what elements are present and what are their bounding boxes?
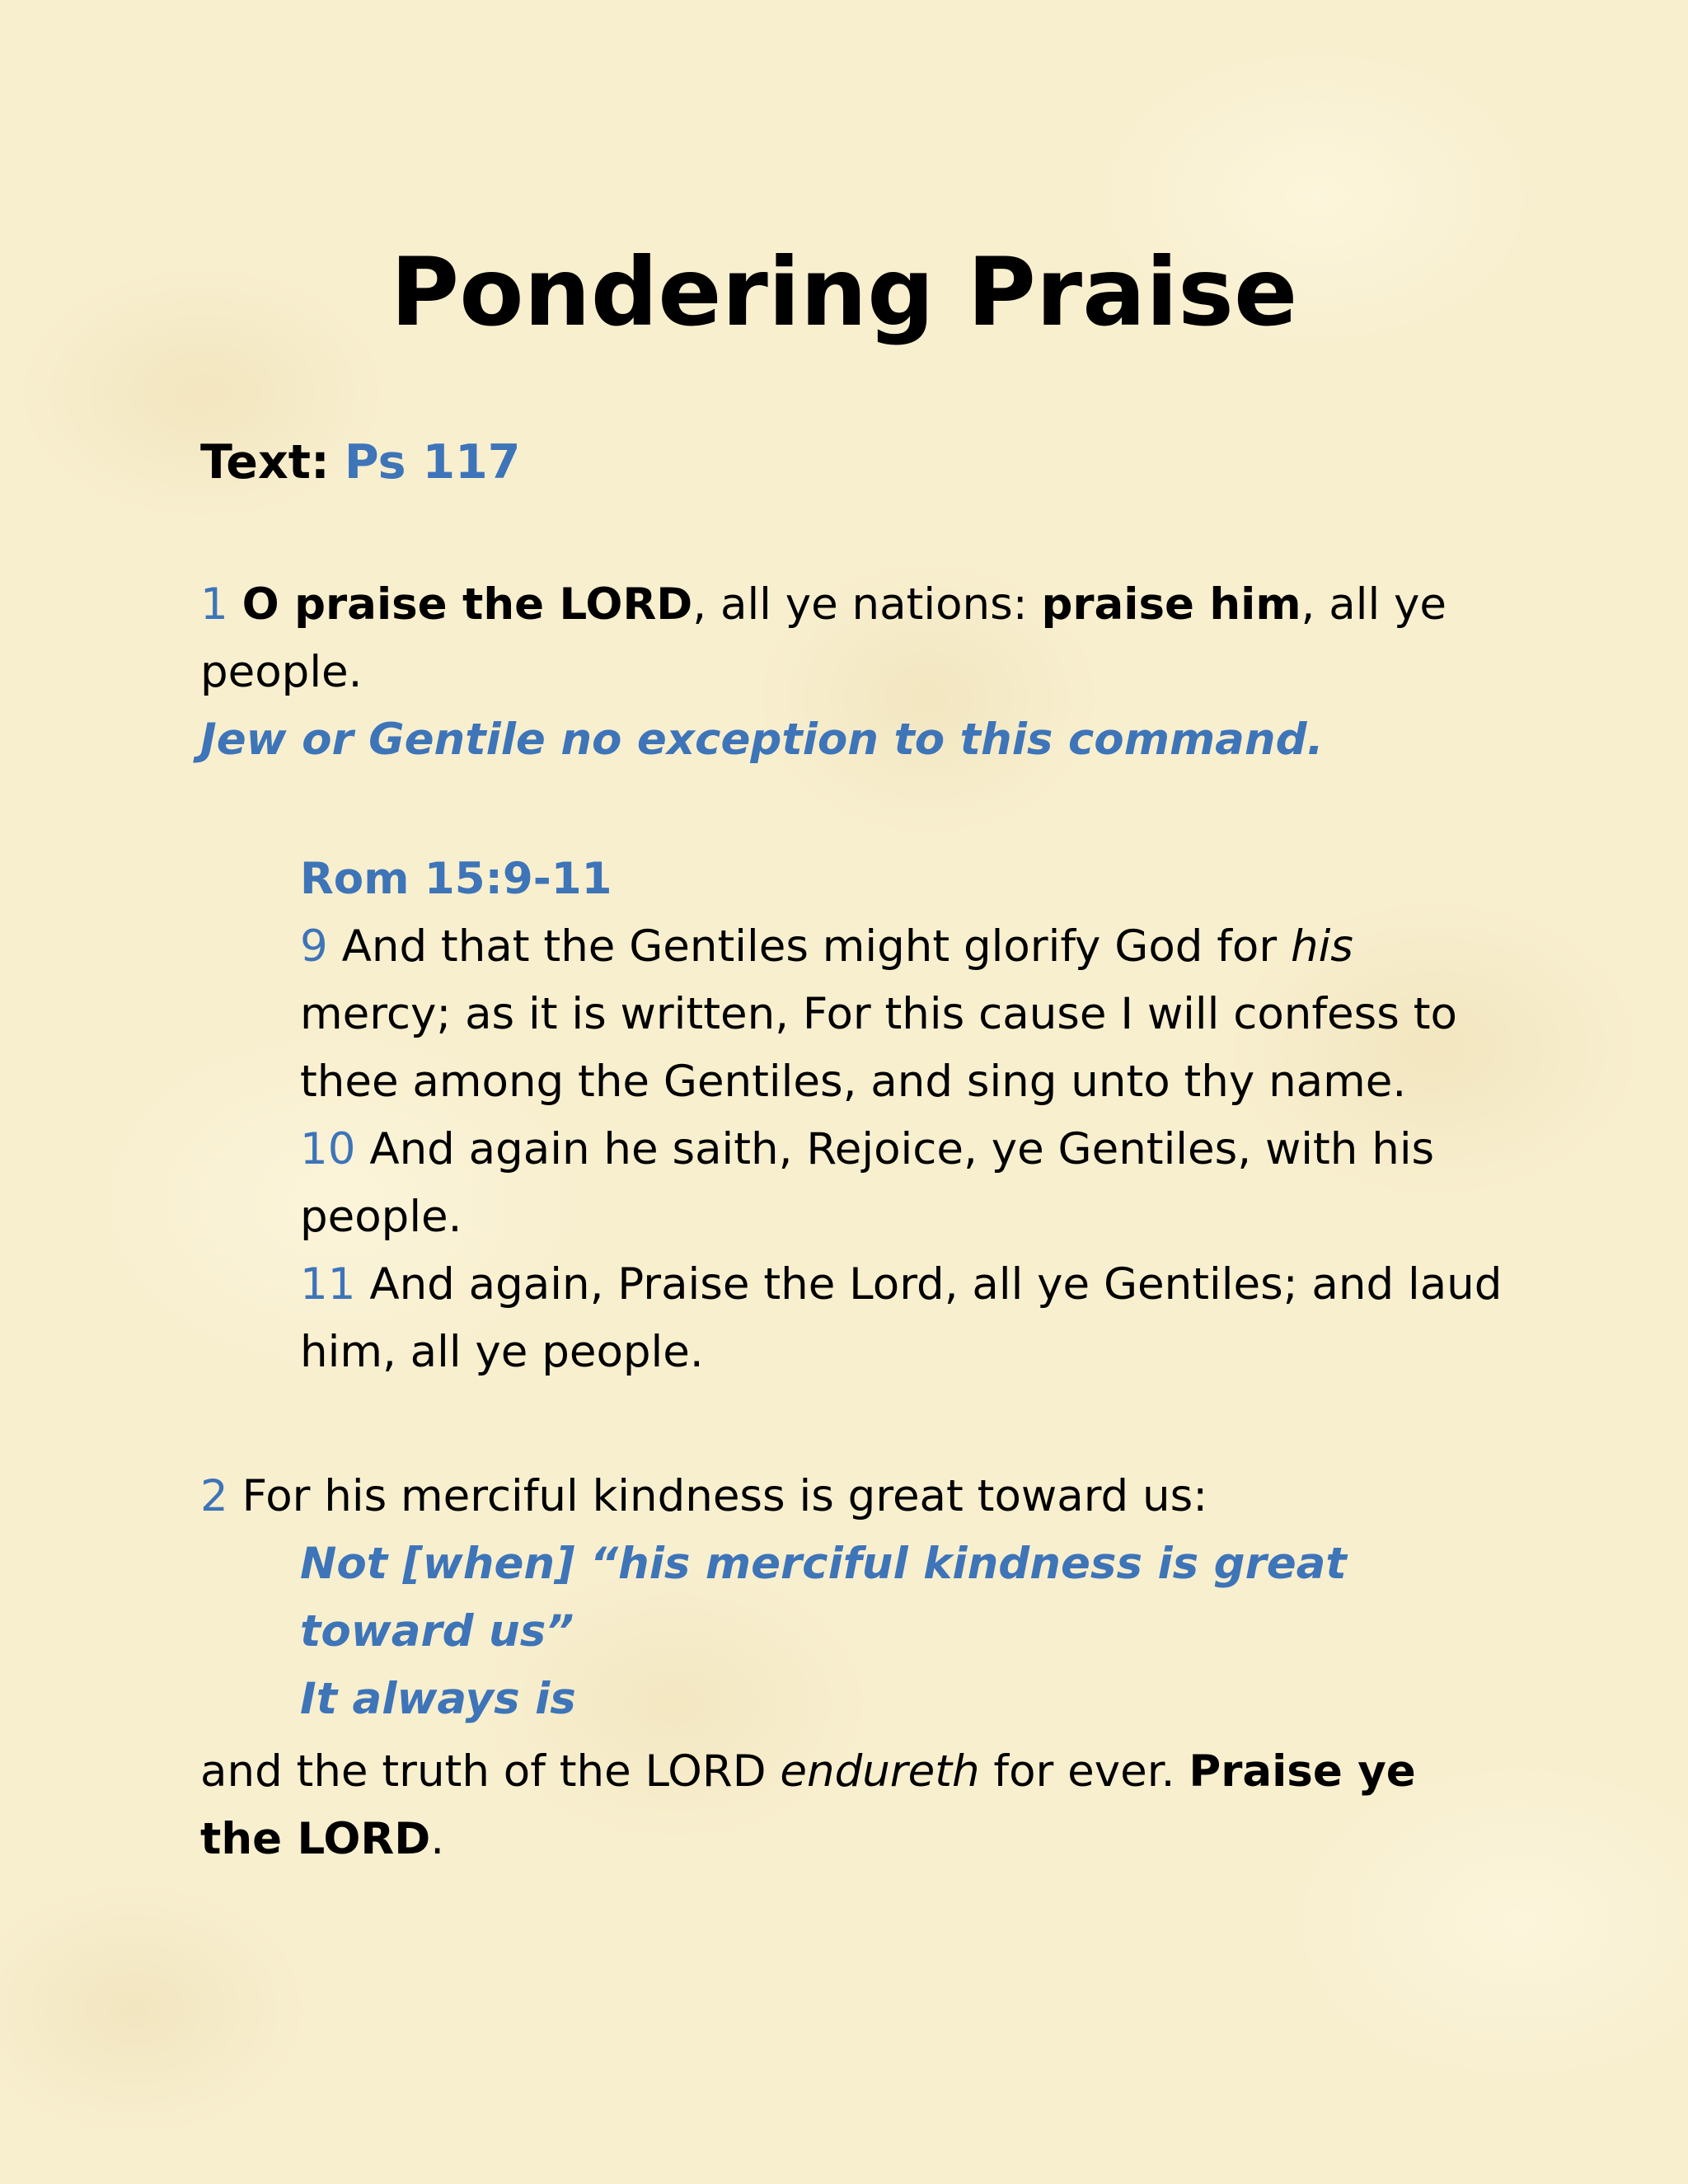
- verse-text: For his merciful kindness is great toward us:: [241, 1471, 1208, 1521]
- commentary-note: Not [when] “his merciful kindness is great toward us”: [300, 1539, 1347, 1657]
- text-reference-line: [200, 429, 1503, 496]
- text-reference: Ps 117: [344, 435, 521, 490]
- verse-text: And again, Praise the Lord, all ye Gentiles; and laud him, all ye people.: [300, 1259, 1503, 1377]
- verse-number: 2: [200, 1471, 228, 1521]
- verse-bold: praise him: [1041, 579, 1301, 630]
- verse-italic: his: [1290, 921, 1353, 972]
- verse-text: , all ye nations:: [692, 579, 1042, 630]
- verse-11: [300, 1251, 1512, 1386]
- commentary-note: Jew or Gentile no exception to this command.: [200, 715, 1324, 765]
- verse-text: .: [430, 1814, 445, 1864]
- verse-text: And that the Gentiles might glorify God for: [341, 921, 1291, 972]
- verse-1: [200, 571, 1503, 706]
- verse-number: 10: [300, 1124, 356, 1174]
- verse-bold: O praise the LORD: [241, 579, 693, 630]
- verse-text: mercy; as it is written, For this cause I will confess to thee among the Gentiles, and sing unto thy name.: [300, 989, 1457, 1107]
- verse-number: 11: [300, 1259, 356, 1310]
- commentary-note: It always is: [300, 1674, 576, 1724]
- verse-text: and the truth of the LORD: [200, 1746, 781, 1797]
- verse-text: And again he saith, Rejoice, ye Gentiles, with his people.: [300, 1124, 1435, 1242]
- verse-number: 1: [200, 579, 228, 630]
- verse-2-continuation: [200, 1738, 1503, 1873]
- text-label: Text:: [200, 435, 330, 490]
- verse-text: for ever.: [979, 1746, 1189, 1797]
- verse-2: [200, 1463, 1503, 1530]
- verse-bold: Praise ye the LORD: [200, 1746, 1416, 1864]
- verse-text: , all ye people.: [200, 579, 1447, 697]
- verse-9: [300, 913, 1512, 1116]
- verse-10: [300, 1116, 1512, 1251]
- verse-italic: endureth: [780, 1746, 980, 1797]
- cross-reference-heading: Rom 15:9-11: [300, 854, 612, 904]
- verse-number: 9: [300, 921, 328, 972]
- page-title: Pondering Praise: [390, 237, 1298, 347]
